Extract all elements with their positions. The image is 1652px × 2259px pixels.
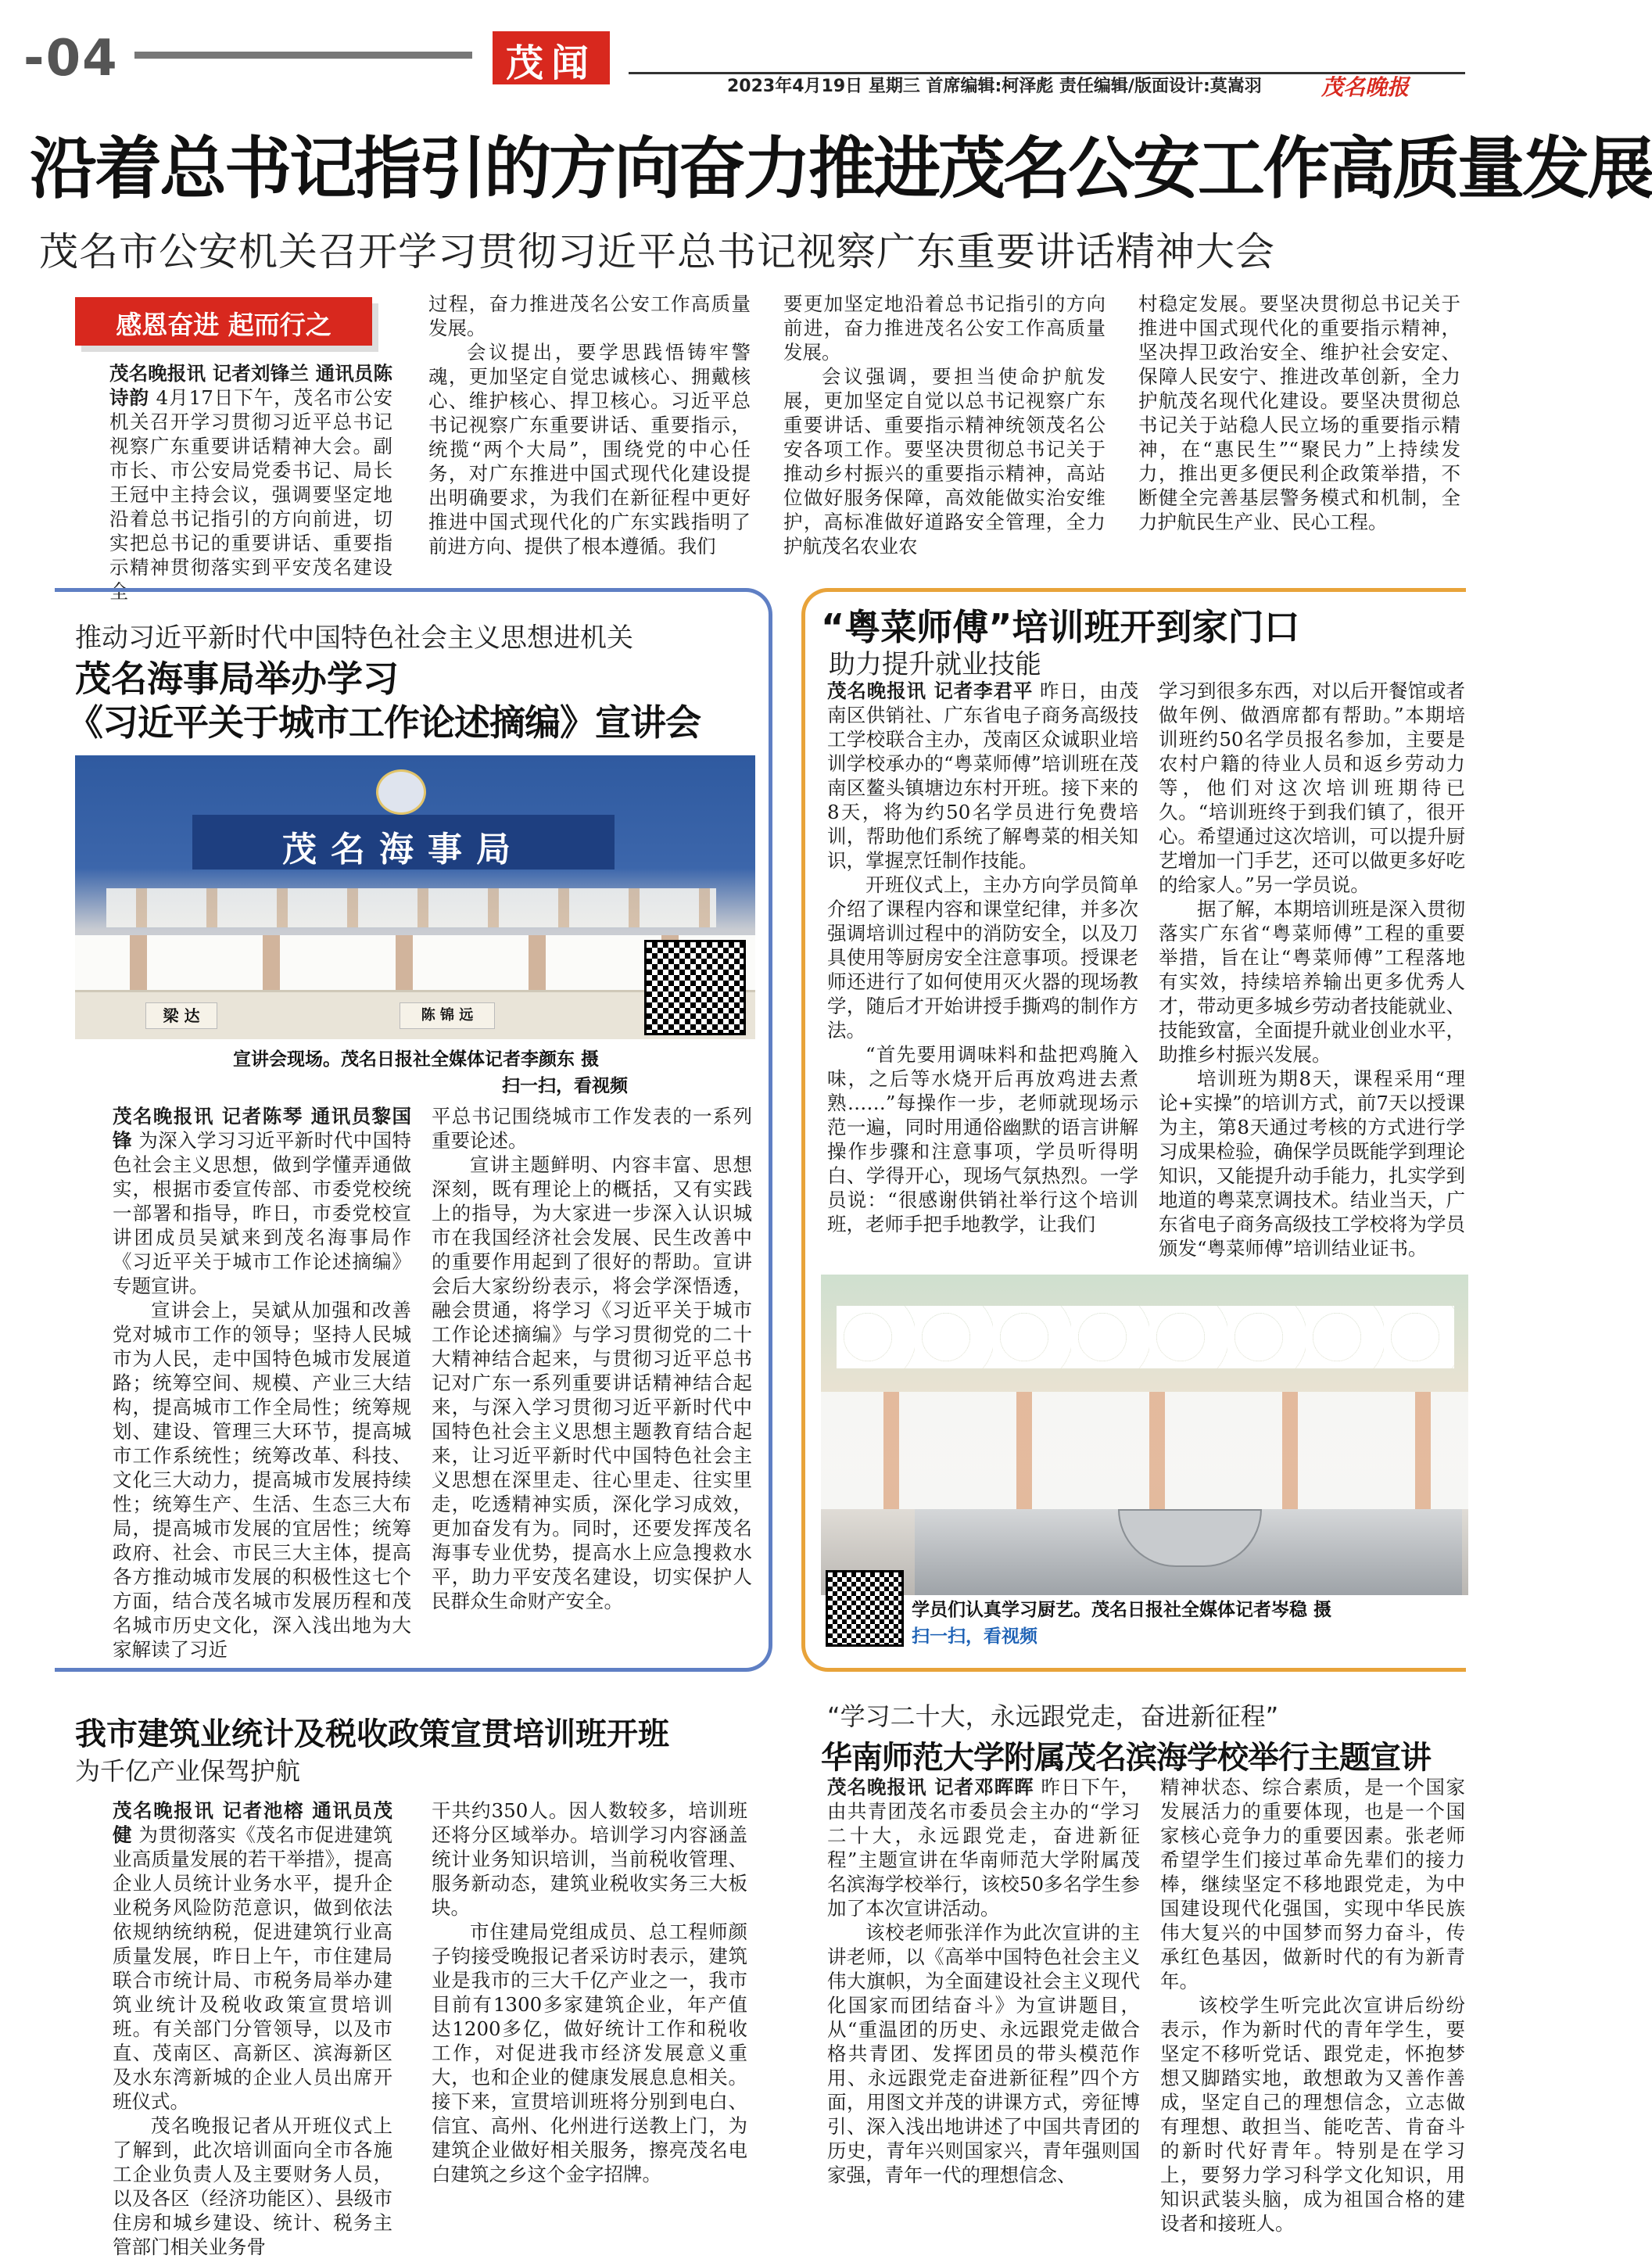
chef-caption: 学员们认真学习厨艺。茂名日报社全媒体记者岑稳 摄: [912, 1600, 1332, 1620]
chef-text-2c: 培训班为期8天，课程采用“理论+实操”的培训方式，前7天以授课为主，第8天通过考核的方式进行学习成果检验，确保学员既能学到理论知识，又能提升动手能力，扎实学到地道的粤菜烹调技术。结业当天，广东省电子商务高级技工学校将为学员颁发“粤菜师傅”培训结业证书。: [1159, 1067, 1465, 1260]
lead-subheadline: 茂名市公安机关召开学习贯彻习近平总书记视察广东重要讲话精神大会: [39, 229, 1275, 274]
construction-column-2: [432, 1798, 747, 2202]
chef-photo: [821, 1275, 1468, 1595]
construction-byline: 茂名晚报讯 记者池榕 通讯员茂健: [113, 1799, 392, 1846]
maritime-text-1b: 宣讲会上，吴斌从加强和改善党对城市工作的领导；坚持人民城市为人民，走中国特色城市发展道路；统筹空间、规模、产业三大结构，提高城市工作全局性；统筹规划、建设、管理三大环节，提高城市工作系统性；统筹改革、科技、文化三大动力，提高城市发展持续性；统筹生产、生活、生态三大布局，提高城市发展的宜居性；统筹政府、社会、市民三大主体，提高各方推动城市发展的积极性这七个方面，结合茂名城市发展历程和茂名城市历史文化，深入浅出地为大家解读了习近: [113, 1299, 411, 1661]
lead-headline: 沿着总书记指引的方向奋力推进茂名公安工作高质量发展: [30, 130, 1652, 208]
attendees-row-back: [106, 888, 716, 927]
school-column-2: [1160, 1775, 1465, 2235]
chef-text-1: 昨日，由茂南区供销社、广东省电子商务高级技工学校联合主办，茂南区众诚职业培训学校承办的“粤菜师傅”培训班在茂南区鳌头镇塘边东村开班。接下来的8天，将为约50名学员进行免费培训，帮助他们系统了解粤菜的相关知识，掌握烹饪制作技能。: [827, 679, 1139, 872]
emblem-icon: [376, 769, 426, 815]
construction-text-2: 干共约350人。因人数较多，培训班还将分区域举办。培训学习内容涵盖统计业务知识培训，当前税收管理、服务新动态，建筑业税收实务三大板块。: [432, 1799, 747, 1919]
maritime-photo: [75, 755, 755, 1037]
lead-byline: 茂名晚报讯 记者刘锋兰 通讯员陈诗韵: [109, 362, 392, 409]
maritime-qr-code[interactable]: [644, 940, 746, 1035]
nameplate-2: 陈 锦 远: [400, 1002, 495, 1029]
construction-column-1: [113, 1798, 393, 2258]
lead-text-3b: 会议强调，要担当使命护航发展，更加坚定自觉以总书记视察广东重要讲话、重要指示精神统领茂名公安各项工作。要坚决贯彻总书记关于推动乡村振兴的重要指示精神，高站位做好服务保障，高效能做实治安维护，高标准做好道路安全管理，全力护航茂名农业农: [783, 365, 1106, 558]
maritime-text-2: 平总书记围绕城市工作发表的一系列重要论述。: [432, 1105, 752, 1152]
lead-column-2: [428, 292, 751, 558]
construction-text-1b: 茂名晚报记者从开班仪式上了解到，此次培训面向全市各施工企业负责人及主要财务人员，以及各区（经济功能区）、县级市住房和城乡建设、统计、税务主管部门相关业务骨: [113, 2114, 392, 2258]
chef-qr-code[interactable]: [826, 1570, 904, 1647]
maritime-text-2b: 宣讲主题鲜明、内容丰富、思想深刻，既有理论上的概括，又有实践上的指导，为大家进一步深入认识城市在我国经济社会发展、民生改善中的重要作用起到了很好的帮助。宣讲会后大家纷纷表示，将会学深悟透，融会贯通，将学习《习近平关于城市工作论述摘编》与学习贯彻党的二十大精神结合起来，与贯彻习近平总书记对广东一系列重要讲话精神结合起来，与深入学习贯彻习近平新时代中国特色社会主义思想主题教育结合起来，让习近平新时代中国特色社会主义思想在深里走、往心里走、往实里走，吃透精神实质，深化学习成效，更加奋发有为。同时，还要发挥茂名海事专业优势，提高水上应急搜救水平，助力平安茂名建设，切实保护人民群众生命财产安全。: [432, 1153, 752, 1612]
chef-subheadline: 助力提升就业技能: [829, 649, 1041, 680]
chef-byline: 茂名晚报讯 记者李君平: [827, 679, 1034, 702]
chef-text-2: 学习到很多东西，对以后开餐馆或者做年例、做酒席都有帮助。”本期培训班约50名学员报名参加，主要是农村户籍的待业人员和返乡劳动力等，他们对这次培训班期待已久。“培训班终于到我们镇了，很开心。希望通过这次培训，可以提升厨艺增加一门手艺，还可以做更多好吃的给家人。”另一学员说。: [1159, 679, 1465, 896]
chef-text-1b: 开班仪式上，主办方向学员简单介绍了课程内容和课堂纪律，并多次强调培训过程中的消防安全，以及刀具使用等厨房安全注意事项。授课老师还进行了如何使用灭火器的现场教学，随后才开始讲授手撕鸡的制作方法。: [827, 873, 1138, 1042]
lead-text-2: 过程，奋力推进茂名公安工作高质量发展。: [428, 292, 751, 339]
lead-tag: 感恩奋进 起而行之: [116, 310, 331, 340]
chef-text-1c: “首先要用调味料和盐把鸡腌入味，之后等水烧开后再放鸡进去煮熟……”每操作一步，老师就现场示范一遍，同时用通俗幽默的语言讲解操作步骤和注意事项，学员听得明白、学得开心，现场气氛热烈。一学员说：“很感谢供销社举行这个培训班，老师手把手地教学，让我们: [827, 1043, 1138, 1235]
lead-text-3: 要更加坚定地沿着总书记指引的方向前进，奋力推进茂名公安工作高质量发展。: [783, 292, 1106, 364]
construction-text-2b: 市住建局党组成员、总工程师颜子钧接受晚报记者采访时表示，建筑业是我市的三大千亿产业之一，我市目前有1300多家建筑企业，年产值达1200多亿，做好统计工作和税收工作，对促进我市经济发展意义重大，也和企业的健康发展息息相关。接下来，宣贯培训班将分别到电白、信宜、高州、化州进行送教上门，为建筑企业做好相关服务，擦亮茂名电白建筑之乡这个金字招牌。: [432, 1920, 747, 2185]
school-column-1: [827, 1775, 1140, 2202]
dateline: 2023年4月19日 星期三 首席编辑:柯泽彪 责任编辑/版面设计:莫嵩羽: [727, 77, 1262, 96]
maritime-headline-2: 《习近平关于城市工作论述摘编》宣讲会: [67, 701, 701, 744]
lead-column-3: [783, 292, 1106, 558]
construction-subheadline: 为千亿产业保驾护航: [75, 1756, 301, 1786]
chef-text-2b: 据了解，本期培训班是深入贯彻落实广东省“粤菜师傅”工程的重要举措，旨在让“粤菜师傅”工程落地有实效，持续培养输出更多优秀人才，带动更多城乡劳动者技能就业、技能致富，全面提升就业创业水平，助推乡村振兴发展。: [1159, 898, 1465, 1066]
school-text-2: 精神状态、综合素质，是一个国家发展活力的重要体现，也是一个国家核心竞争力的重要因素。张老师希望学生们接过革命先辈们的接力棒，继续坚定不移地跟党走，为中国建设现代化强国，实现中华民族伟大复兴的中国梦而努力奋斗，传承红色基因，做新时代的有为新青年。: [1160, 1776, 1465, 1992]
maritime-column-1: [113, 1104, 412, 1661]
school-text-1b: 该校老师张洋作为此次宣讲的主讲老师，以《高举中国特色社会主义伟大旗帜，为全面建设社会主义现代化国家而团结奋斗》为宣讲题目，从“重温团的历史、永远跟党走做合格共青团、发挥团员的带头模范作用、永远跟党走奋进新征程”四个方面，用图文并茂的讲课方式，旁征博引、深入浅出地讲述了中国共青团的历史，青年兴则国家兴，青年强则国家强，青年一代的理想信念、: [827, 1921, 1140, 2186]
school-byline: 茂名晚报讯 记者邓晖晖: [827, 1776, 1034, 1798]
maritime-text-1: 为深入学习习近平新时代中国特色社会主义思想，做到学懂弄通做实，根据市委宣传部、市委党校统一部署和指导，昨日，市委党校宣讲团成员吴斌来到茂名海事局作《习近平关于城市工作论述摘编》专题宣讲。: [113, 1129, 412, 1297]
chef-uniforms-row: [821, 1392, 1468, 1509]
lead-text-1: 4月17日下午，茂名市公安机关召开学习贯彻习近平总书记视察广东重要讲话精神大会。副市长、市公安局党委书记、局长王冠中主持会议，强调要坚定地沿着总书记指引的方向前进，切实把总书记的重要讲话、重要指示精神贯彻落实到平安茂名建设全: [109, 386, 392, 603]
maritime-scan-text[interactable]: 扫一扫，看视频: [502, 1076, 628, 1096]
maritime-headline-1: 茂名海事局举办学习: [75, 658, 399, 700]
lead-text-2b: 会议提出，要学思践悟铸牢警魂，更加坚定自觉忠诚核心、拥戴核心、维护核心、捍卫核心。习近平总书记视察广东重要讲话、重要指示，统揽“两个大局”，围绕党的中心任务，对广东推进中国式现代化建设提出明确要求，为我们在新征程中更好推进中国式现代化的广东实践指明了前进方向、提供了根本遵循。我们: [428, 341, 751, 558]
chef-column-1: [827, 679, 1138, 1267]
nameplate-1: 梁 达: [145, 1002, 217, 1029]
chef-scan-text[interactable]: 扫一扫，看视频: [912, 1626, 1037, 1647]
chef-headline: “粤菜师傅”培训班开到家门口: [821, 606, 1300, 648]
paper-logo: 茂名晚报: [1321, 74, 1410, 100]
lead-column-4: [1138, 292, 1460, 558]
lead-column-1: [109, 361, 392, 603]
section-title: 茂闻: [505, 41, 597, 85]
school-kicker: “学习二十大，永远跟党走，奋进新征程”: [827, 1701, 1279, 1731]
school-text-2b: 该校学生听完此次宣讲后纷纷表示，作为新时代的青年学生，要坚定不移听党话、跟党走，怀抱梦想又脚踏实地，敢想敢为又善作善成，坚定自己的理想信念，立志做有理想、敢担当、能吃苦、肯奋斗的新时代好青年。特别是在学习上，要努力学习科学文化知识，用知识武装头脑，成为祖国合格的建设者和接班人。: [1160, 1994, 1465, 2235]
photo-banner-text: 茂名海事局: [282, 830, 525, 870]
lead-text-4: 村稳定发展。要坚决贯彻总书记关于推进中国式现代化的重要指示精神，坚决捍卫政治安全、维护社会安定、保障人民安宁、推进改革创新，全力护航茂名现代化建设。要坚决贯彻总书记关于站稳人民立场的重要指示精神，在“惠民生”“聚民力”上持续发力，推出更多便民利企政策举措，不断健全完善基层警务模式和机制，全力护航民生产业、民心工程。: [1138, 292, 1460, 533]
maritime-byline: 茂名晚报讯 记者陈琴 通讯员黎国锋: [113, 1105, 411, 1152]
maritime-kicker: 推动习近平新时代中国特色社会主义思想进机关: [75, 622, 633, 654]
maritime-column-2: [432, 1104, 752, 1656]
construction-text-1: 为贯彻落实《茂名市促进建筑业高质量发展的若干举措》，提高企业人员统计业务水平，提升企业税务风险防范意识，做到依法依规纳统纳税，促进建筑行业高质量发展，昨日上午，市住建局联合市统计局、市税务局举办建筑业统计及税收政策宣贯培训班。有关部门分管领导，以及市直、茂南区、高新区、滨海新区及水东湾新城的企业人员出席开班仪式。: [113, 1823, 393, 2113]
maritime-caption: 宣讲会现场。茂名日报社全媒体记者李颜东 摄: [233, 1049, 600, 1070]
school-headline: 华南师范大学附属茂名滨海学校举行主题宣讲: [821, 1740, 1431, 1776]
page-number: -04: [23, 30, 119, 88]
school-text-1: 昨日下午，由共青团茂名市委员会主办的“学习二十大，永远跟党走，奋进新征程”主题宣讲在华南师范大学附属茂名滨海学校举行，该校50多名学生参加了本次宣讲活动。: [827, 1776, 1141, 1920]
construction-headline: 我市建筑业统计及税收政策宣贯培训班开班: [75, 1716, 669, 1752]
chef-column-2: [1159, 679, 1465, 1267]
header-rule-left: [134, 52, 472, 59]
chef-hats-row: [837, 1306, 1454, 1368]
